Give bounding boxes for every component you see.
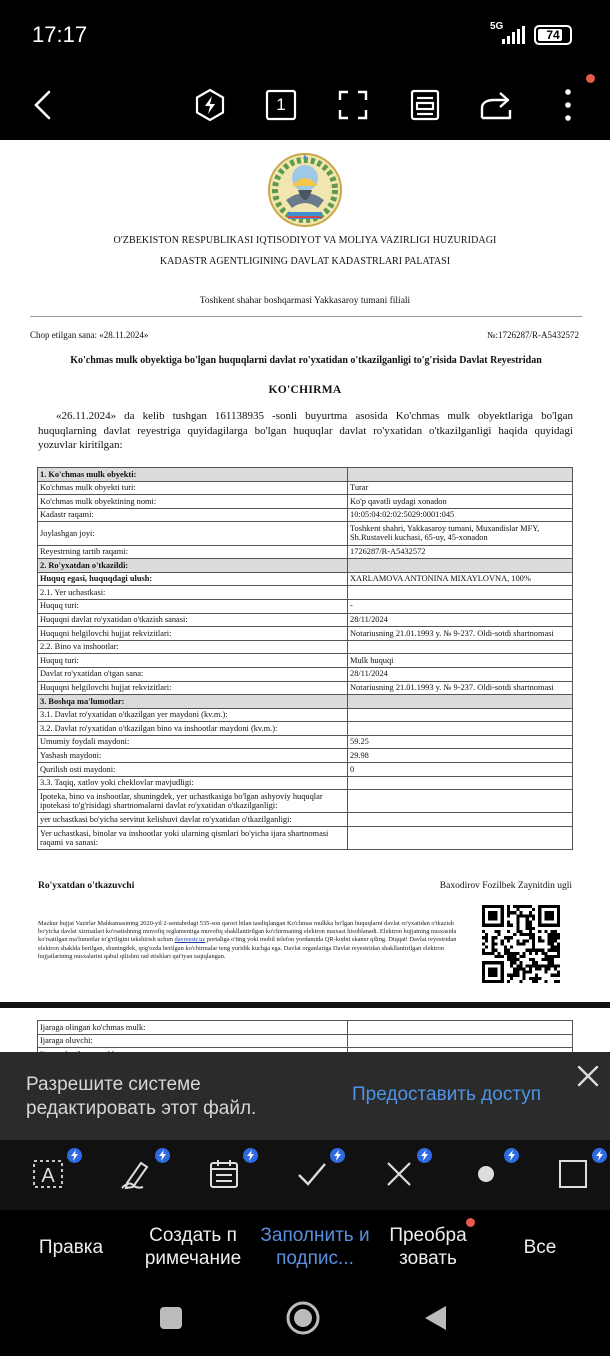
registrar-label: Ro'yxatdan o'tkazuvchi [38,881,135,891]
table-value-cell: 29.98 [348,749,573,763]
table-row [38,1021,573,1035]
table-label-cell: 3. Boshqa ma'lumotlar: [38,695,348,709]
table-value-cell: Notariusning 21.01.1993 y. № 9-237. Oldi-sotdi shartnomasi [348,681,573,695]
premium-badge-icon [155,1148,170,1163]
table-value-cell [348,468,573,482]
org-line-2: KADASTR AGENTLIGINING DAVLAT KADASTRLARI PALATASI [159,256,451,267]
table-label-cell: 3.3. Taqiq, xatlov yoki cheklovlar mavjudligi: [38,776,348,790]
registry-table [37,467,573,850]
registrar-name: Baxodirov Fozilbek Zaynitdin ugli [439,881,572,891]
table-row [38,722,573,736]
table-label-cell: Huquq turi: [38,654,348,668]
network-type: 5G [490,21,504,32]
status-time: 17:17 [32,22,88,47]
table-label-cell: Ijaraga oluvchi: [38,1034,348,1048]
table-row [38,667,573,681]
table-label-cell: Yer uchastkasi, binolar va inshootlar yoki ularning qismlari bo'yicha ijara shartnomasi raqami va sanasi: [38,827,348,850]
table-value-cell [348,640,573,654]
printed-date: Chop etilgan sana: «28.11.2024» [30,330,149,340]
table-value-cell [348,708,573,722]
table-label-cell: Huquqni belgilovchi hujjat rekvizitlari: [38,627,348,641]
notification-dot [466,1218,475,1227]
page-number-icon[interactable] [258,82,304,128]
table-label-cell: Ko'chmas mulk obyekti turi: [38,481,348,495]
table-label-cell: 2.1. Yer uchastkasi: [38,586,348,600]
fullscreen-icon[interactable] [330,82,376,128]
back-nav-icon[interactable] [422,1304,448,1332]
ai-assist-icon[interactable] [187,82,233,128]
table-value-cell [348,776,573,790]
registry-number: №:1726287/R-A5432572 [486,330,579,340]
table-label-cell: Davlat ro'yxatidan o'tgan sana: [38,667,348,681]
table-section-row [38,468,573,482]
table-row [38,763,573,777]
fill-sign-tools [0,1140,610,1210]
table-value-cell: Turar [348,481,573,495]
rectangle-icon[interactable] [553,1154,593,1194]
qr-code-icon [482,905,560,983]
table-label-cell: Ko'chmas mulk obyektining nomi: [38,495,348,509]
notification-dot [586,74,595,83]
table-row [38,640,573,654]
table-value-cell [348,722,573,736]
table-row [38,545,573,559]
premium-badge-icon [330,1148,345,1163]
table-label-cell: Huquq egasi, huquqdagi ulush: [38,572,348,586]
table-label-cell: Qurilish osti maydoni: [38,763,348,777]
table-row [38,735,573,749]
battery-icon [534,25,572,45]
table-row [38,749,573,763]
reading-mode-icon[interactable] [402,82,448,128]
table-row [38,572,573,586]
table-row [38,681,573,695]
table-section-row [38,695,573,709]
branch-name: Toshkent shahar boshqarmasi Yakkasaroy tumani filiali [199,296,411,306]
share-icon[interactable] [474,82,520,128]
table-value-cell: 28/11/2024 [348,667,573,681]
table-value-cell [348,790,573,813]
table-value-cell: 0 [348,763,573,777]
legal-note-text-2: portaliga o'ting yoki mobil telefon yordamida QR-kodni skaner qiling. Diqqat! Davlat reyestridan elektron shaklda berilgan, shuningdek, qog'ozda berilgan ko'chirmalar teng yuridik kuchga ega. Davlat organlariga Davlat reyestridan shakllantirilgan elektron hujjatlarining nusxalarini qabul qilishni rad etishlari qat'iyan taqiqlangan. [38,936,457,960]
table-label-cell: 1. Ko'chmas mulk obyekti: [38,468,348,482]
cross-icon[interactable] [379,1154,419,1194]
table-value-cell: Ko'p qavatli uydagi xonadon [348,495,573,509]
tab-all[interactable]: Все [523,1237,557,1258]
table-label-cell: Kadastr raqami: [38,508,348,522]
premium-badge-icon [504,1148,519,1163]
table-row [38,827,573,850]
tab-create-note[interactable]: Создать п римечание [144,1225,242,1269]
divider [30,316,582,317]
signature-icon[interactable] [116,1154,156,1194]
table-row [38,599,573,613]
table-value-cell [348,813,573,827]
more-icon[interactable] [545,82,591,128]
table-row [38,495,573,509]
table-row [38,613,573,627]
top-toolbar [0,70,610,140]
table-value-cell: 28/11/2024 [348,613,573,627]
table-label-cell: Umumiy foydali maydoni: [38,735,348,749]
table-value-cell [348,559,573,573]
table-label-cell: Huquqni davlat ro'yxatidan o'tkazish sanasi: [38,613,348,627]
table-label-cell: Reyestrning tartib raqami: [38,545,348,559]
table-label-cell: 3.1. Davlat ro'yxatidan o'tkazilgan yer maydoni (kv.m.): [38,708,348,722]
bottom-tabs [0,1210,610,1280]
pdf-page-2 [0,1008,610,1052]
document-title: Ko'chmas mulk obyektiga bo'lgan huquqlarni davlat ro'yxatidan o'tkazilganligi to'g'risida Davlat Reyestridan [70,355,542,366]
dot-icon[interactable] [466,1154,506,1194]
table-value-cell: - [348,599,573,613]
table-value-cell [348,695,573,709]
table-label-cell: Ipoteka, bino va inshootlar, shuningdek, yer uchastkasiga bo'lgan ashyoviy huquqlar ipotekasi to'g'risidagi shartnomalarni davlat ro'yxatidan o'tkazilganligi: [38,790,348,813]
table-value-cell: XARLAMOVA ANTONINA MIXAYLOVNA, 100% [348,572,573,586]
document-subtitle: KO'CHIRMA [268,384,342,396]
table-row [38,813,573,827]
table-row [38,790,573,813]
permission-message: Разрешите системе редактировать этот файл. [26,1074,257,1119]
table-row [38,1034,573,1048]
checkmark-icon[interactable] [292,1154,332,1194]
table-value-cell: Mulk huquqi [348,654,573,668]
table-label-cell: Joylashgan joyi: [38,522,348,545]
tab-edit[interactable]: Правка [38,1237,104,1258]
intro-paragraph: «26.11.2024» da kelib tushgan 161138935 -sonli buyurtma asosida Ko'chmas mulk obyektlariga bo'lgan huquqlarning davlat reyestriga quyidagilarga bo'lgan huquqlar davlat ro'yxatidan o'tkazilganligi haqida quyidagi yozuvlar kiritilgan: [38,410,573,451]
table-row [38,522,573,545]
table-value-cell: 59.25 [348,735,573,749]
table-value-cell: 1726287/R-A5432572 [348,545,573,559]
tab-fill-sign[interactable]: Заполнить и подпис... [260,1225,370,1269]
table-label-cell: Ijaraga olingan ko'chmas mulk: [38,1021,348,1035]
premium-badge-icon [243,1148,258,1163]
table-value-cell [348,827,573,850]
status-bar [0,0,610,70]
table-value-cell [348,1021,573,1035]
signal-icon [502,26,526,44]
state-emblem-icon [266,150,344,230]
tab-convert[interactable]: Преобра зовать [389,1225,467,1269]
table-row [38,708,573,722]
table-row [38,654,573,668]
recents-icon[interactable] [158,1305,184,1331]
table-label-cell: Yashash maydoni: [38,749,348,763]
table-row [38,508,573,522]
permission-banner [0,1052,610,1140]
table-value-cell [348,586,573,600]
table-row [38,586,573,600]
table-row [38,776,573,790]
table-row [38,481,573,495]
table-value-cell [348,1034,573,1048]
system-nav-bar [0,1280,610,1356]
legal-note-text: Mazkur hujjat Vazirlar Mahkamasining 2020-yil 2-sentabrdagi 535-son qarori bilan tasdiqlangan Ko'chmas mulkka bo'lgan huquqlarni davlat ro'yxatidan o'tkazish bo'yicha davlat xizmatlari ko'rsatishning muvofiq reglamentiga muvofiq shakllantirilgan ko'chirmaning elektron nusxasi hisoblanadi. Elektron hujjatning nusxasida ko'rsatilgan ma'lumotlar to'g'riligini tekshirish uchun [38,920,457,944]
table-value-cell: Toshkent shahri, Yakkasaroy tumani, Muxandislar MFY, Sh.Rustaveli kuchasi, 65-uy, 45-xonadon [348,522,573,545]
battery-level: 74 [546,28,560,42]
portal-link[interactable]: davreestr.uz [174,936,206,944]
org-line-1: O'ZBEKISTON RESPUBLIKASI IQTISODIYOT VA MOLIYA VAZIRLIGI HUZURIDAGI [113,235,497,246]
page-number: 1 [276,95,286,114]
back-icon[interactable] [20,82,66,128]
table-label-cell: yer uchastkasi bo'yicha servitut kelishuvi davlat ro'yxatidan o'tkazilganligi: [38,813,348,827]
table-section-row [38,559,573,573]
table-value-cell: 10:05:04:02:02:5029:0001:045 [348,508,573,522]
table-label-cell: 2.2. Bino va inshootlar: [38,640,348,654]
premium-badge-icon [592,1148,607,1163]
premium-badge-icon [417,1148,432,1163]
grant-access-button[interactable]: Предоставить доступ [352,1084,542,1105]
table-label-cell: Huquq turi: [38,599,348,613]
table-label-cell: 2. Ro'yxatdan o'tkazildi: [38,559,348,573]
table-row [38,627,573,641]
table-label-cell: 3.2. Davlat ro'yxatidan o'tkazilgan bino va inshootlar maydoni (kv.m.): [38,722,348,736]
text-box-icon[interactable] [28,1154,68,1194]
table-label-cell: Huquqni belgilovchi hujjat rekvizitlari: [38,681,348,695]
home-icon[interactable] [285,1300,321,1336]
premium-badge-icon [67,1148,82,1163]
close-icon[interactable] [574,1062,602,1090]
table-value-cell: Notariusning 21.01.1993 y. № 9-237. Oldi-sotdi shartnomasi [348,627,573,641]
form-date-icon[interactable] [204,1154,244,1194]
legal-note [38,920,470,961]
pdf-page-1 [0,140,610,1002]
svg-text:A: A [41,1165,55,1187]
